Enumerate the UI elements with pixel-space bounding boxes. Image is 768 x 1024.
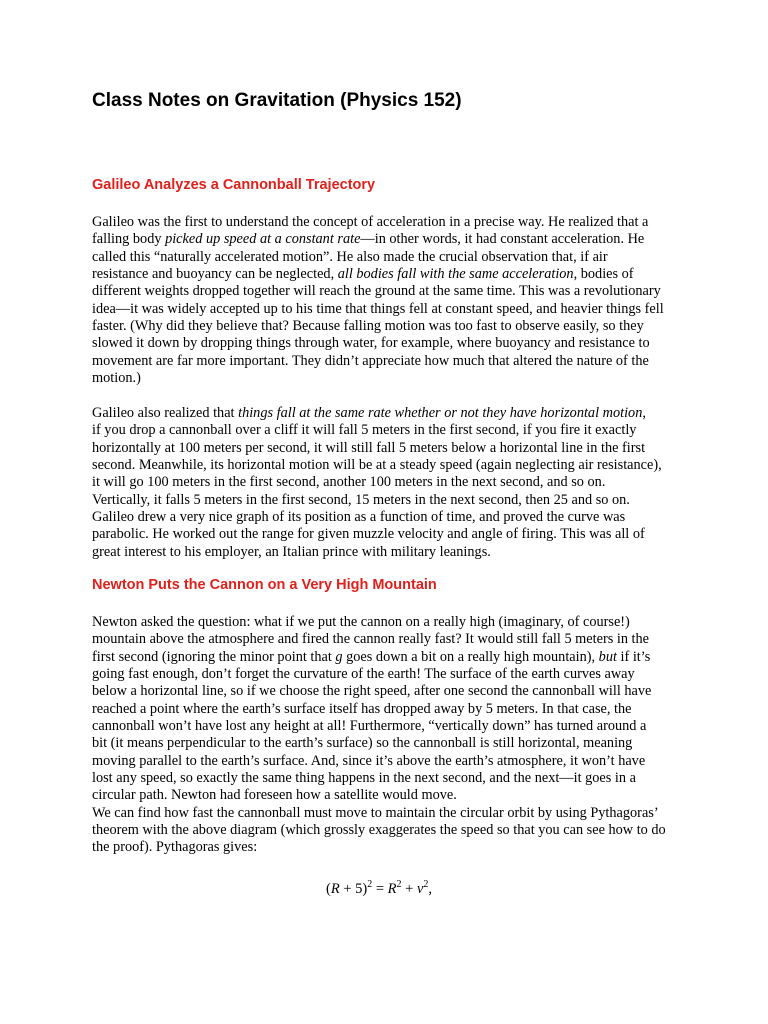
text-line: below a horizontal line, so if we choose the right speed, after one second the cannonball will have [92,683,652,700]
text-line: lost any speed, so exactly the same thing happens in the next second, and the next—it goes in a [92,770,636,787]
text-line: Galileo drew a very nice graph of its position as a function of time, and proved the curve was [92,509,626,526]
text-line: horizontally at 100 meters per second, it will still fall 5 meters below a horizontal line in the first [92,439,646,456]
text-line: moving parallel to the earth’s surface. And, since it’s above the earth’s atmosphere, it won’t have [92,752,646,769]
text-line: idea—it was widely accepted up to his time that things fell at constant speed, and heavier things fell [92,300,664,317]
emphasis-text: all bodies fall with the same acceleration [337,266,574,283]
section-heading-galileo: Galileo Analyzes a Cannonball Trajectory [92,177,376,193]
text-line: different weights dropped together will reach the ground at the same time. This was a revolutionary [92,283,661,300]
text-line: cannonball won’t have lost any height at all! Furthermore, “vertically down” has turned around a [92,718,647,735]
text-line: it will go 100 meters in the first second, another 100 meters in the next second, and so on. [92,474,606,491]
paragraph-newton-cannon [92,614,666,857]
text-line: bit (it means perpendicular to the earth’s surface) so the cannonball is still horizontal, meaning [92,735,633,752]
emphasis-text: g [335,648,343,665]
emphasis-text: things fall at the same rate whether or not they have horizontal motion [238,405,643,421]
text-line: circular path. Newton had foreseen how a satellite would move. [92,787,457,804]
text-line: if you drop a cannonball over a cliff it will fall 5 meters in the first second, if you fire it exactly [92,422,637,439]
text-line: falling body picked up speed at a constant rate—in other words, it had constant acceleration. He [92,231,645,248]
paragraph-galileo-acceleration [92,214,664,387]
text-line: motion.) [92,370,141,387]
text-line: the proof). Pythagoras gives: [92,839,258,856]
text-line: faster. (Why did they believe that? Because falling motion was too fast to observe easily, so they [92,318,644,335]
text-line: mountain above the atmosphere and fired the cannon really fast? It would still fall 5 meters in the [92,631,650,648]
text-line: theorem with the above diagram (which grossly exaggerates the speed so that you can see how to do [92,822,666,839]
text-line: called this “naturally accelerated motion”. He also made the crucial observation that, if air [92,248,608,265]
text-line: Galileo also realized that things fall at the same rate whether or not they have horizontal motion, [92,405,646,421]
text-line: reached a point where the earth’s surface itself has dropped away by 5 meters. In that case, the [92,700,632,717]
emphasis-text: picked up speed at a constant rate [165,231,361,248]
text-line: slowed it down by dropping things through water, for example, where buoyancy and resistance to [92,335,650,352]
page-title: Class Notes on Gravitation (Physics 152) [92,90,462,111]
text-line: We can find how fast the cannonball must move to maintain the circular orbit by using Pythagoras’ [92,804,659,821]
text-line: first second (ignoring the minor point that g goes down a bit on a really high mountain), but if it’s [92,648,651,665]
text-line: second. Meanwhile, its horizontal motion will be at a steady speed (again neglecting air resistance), [92,457,662,474]
paragraph-galileo-horizontal-motion [92,405,662,561]
text-line: going fast enough, don’t forget the curvature of the earth! The surface of the earth curves away [92,666,635,683]
section-heading-newton: Newton Puts the Cannon on a Very High Mountain [92,577,437,593]
text-line: movement are far more important. They didn’t appreciate how much that altered the nature of the [92,352,649,369]
text-line: Vertically, it falls 5 meters in the first second, 15 meters in the next second, then 25 and so on. [92,491,630,508]
text-line: parabolic. He worked out the range for given muzzle velocity and angle of firing. This was all of [92,526,645,543]
text-line: Galileo was the first to understand the concept of acceleration in a precise way. He realized that a [92,214,649,230]
emphasis-text: but [598,648,617,665]
text-line: great interest to his employer, an Italian prince with military leanings. [92,543,491,560]
pythagoras-equation: $(R + 5)^2 = R^2 + v^2$, [326,879,433,897]
text-line: Newton asked the question: what if we put the cannon on a really high (imaginary, of course!) [92,614,630,630]
text-line: resistance and buoyancy can be neglected, all bodies fall with the same acceleration, bodies of [92,266,634,283]
